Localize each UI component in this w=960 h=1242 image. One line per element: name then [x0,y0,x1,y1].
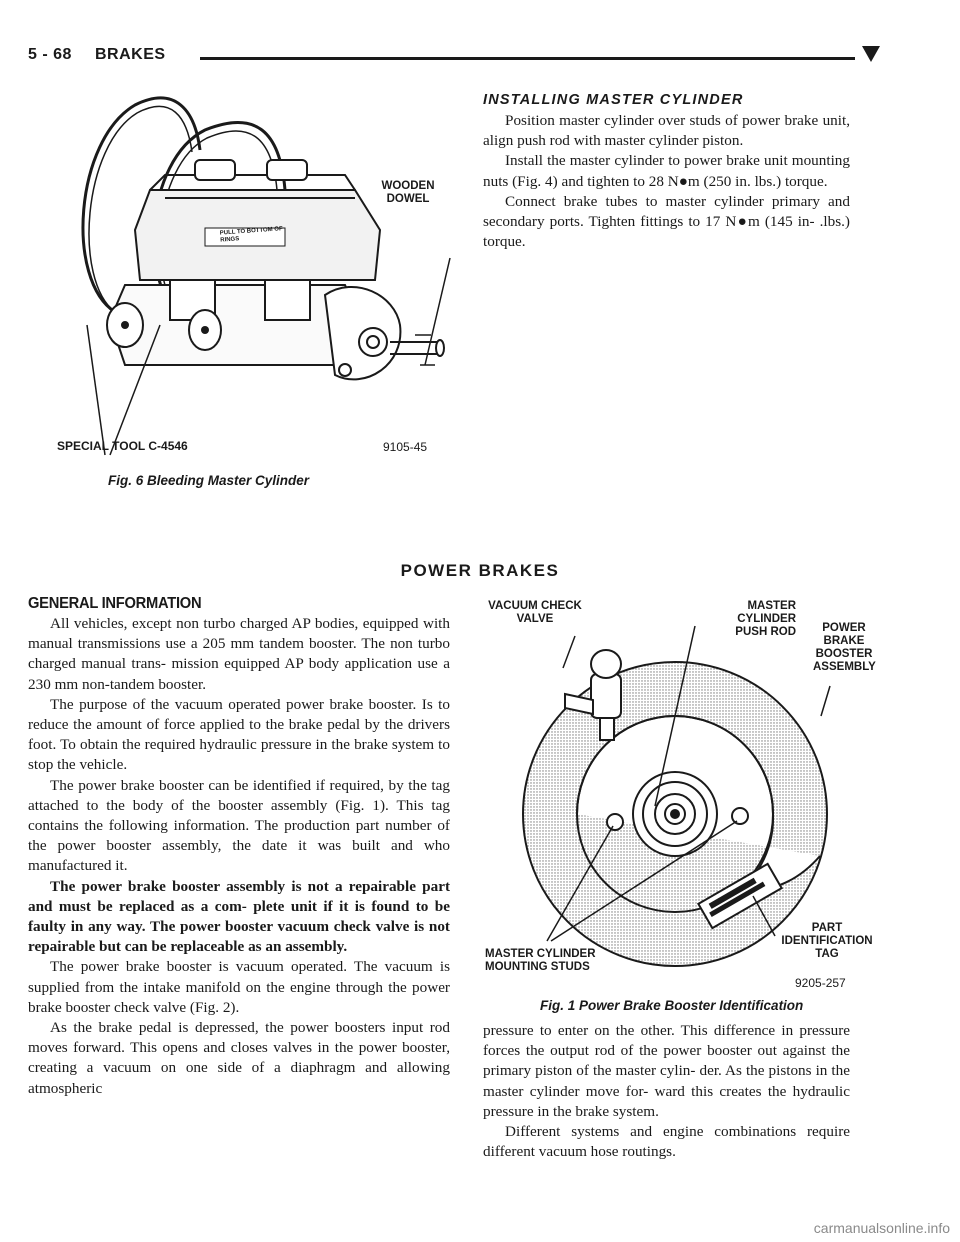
label-reservoir: PULL TO BOTTOM OF RINGS [219,226,283,244]
figure-6-caption: Fig. 6 Bleeding Master Cylinder [108,473,310,488]
paragraph: Different systems and engine combinations require different vacuum hose routings. [483,1123,850,1161]
paragraph: The power brake booster is vacuum operated. The vacuum is supplied from the intake manifold on the engine through the power brake booster check valve (Fig. 2). [28,958,450,1016]
warning-paragraph: The power brake booster assembly is not a repairable part and must be replaced as a com- plete unit if it is found to be faulty in any way. The power booster vacuum check valve is not repairable but can be replaceable as an assembly. [28,877,450,956]
paragraph: The power brake booster can be identified if required, by the tag attached to the body of the booster assembly (Fig. 1). This tag contains the following information. The production part number of the power booster assembly, the date it was built and who manufactured it. [28,776,450,875]
figure-1-illustration [485,596,885,996]
label-master-cylinder-push-rod: MASTER CYLINDER PUSH ROD [735,600,796,638]
figure-6-id: 9105-45 [383,440,428,454]
figure-1-id: 9205-257 [795,976,846,990]
label-power-brake-booster-assembly: POWER BRAKE BOOSTER ASSEMBLY [813,622,876,673]
installing-master-cylinder-heading: INSTALLING MASTER CYLINDER [483,92,744,108]
general-information-right-column [483,1021,850,1162]
label-part-identification-tag: PART IDENTIFICATION TAG [781,922,873,960]
paragraph: As the brake pedal is depressed, the power boosters input rod moves forward. This opens and closes valves in the power booster, creating a vacuum on one side of a diaphragm and allowing atmospheric [28,1019,450,1097]
page-number: 5 - 68 [28,46,72,63]
label-special-tool: SPECIAL TOOL C-4546 [57,439,188,453]
general-information-heading: GENERAL INFORMATION [28,595,202,612]
figure-1-caption: Fig. 1 Power Brake Booster Identification [540,998,804,1013]
label-vacuum-check-valve: VACUUM CHECK VALVE [488,600,582,625]
paragraph: Install the master cylinder to power brake unit mounting nuts (Fig. 4) and tighten to 28 N●m (250 in. lbs.) torque. [483,152,850,190]
watermark: carmanualsonline.info [813,1220,950,1236]
label-wooden-dowel: WOODEN DOWEL [381,180,435,205]
paragraph: All vehicles, except non turbo charged AP bodies, equipped with manual transmissions use a 205 mm tandem booster. The non turbo charged manual trans- mission equipped AP body application use a 230 mm non-tandem booster. [28,615,450,693]
label-master-cylinder-mounting-studs: MASTER CYLINDER MOUNTING STUDS [485,948,596,973]
paragraph: Connect brake tubes to master cylinder primary and secondary ports. Tighten fittings to 17 N●m (145 in- .lbs.) torque. [483,192,850,251]
power-brakes-heading: POWER BRAKES [400,561,560,580]
paragraph: Position master cylinder over studs of power brake unit, align push rod with master cylinder piston. [483,112,850,150]
master-cylinder-drawing [55,80,455,470]
paragraph: The purpose of the vacuum operated power brake booster. Is to reduce the amount of force applied to the brake pedal by the drivers foot. To obtain the required hydraulic pressure in the brake system to stop the vehicle. [28,695,450,774]
figure-6-illustration [55,80,455,470]
general-information-left-column [28,614,450,1099]
header-rule [200,57,855,60]
paragraph: pressure to enter on the other. This difference in pressure forces the output rod of the power booster out against the primary piston of the master cylin- der. As the pistons in the master cylinder move for- ward this creates the hydraulic pressure in the brake system. [483,1022,850,1120]
section-title: BRAKES [95,46,166,63]
chrysler-pentastar-icon [862,46,880,62]
installing-master-cylinder-text [483,111,850,252]
